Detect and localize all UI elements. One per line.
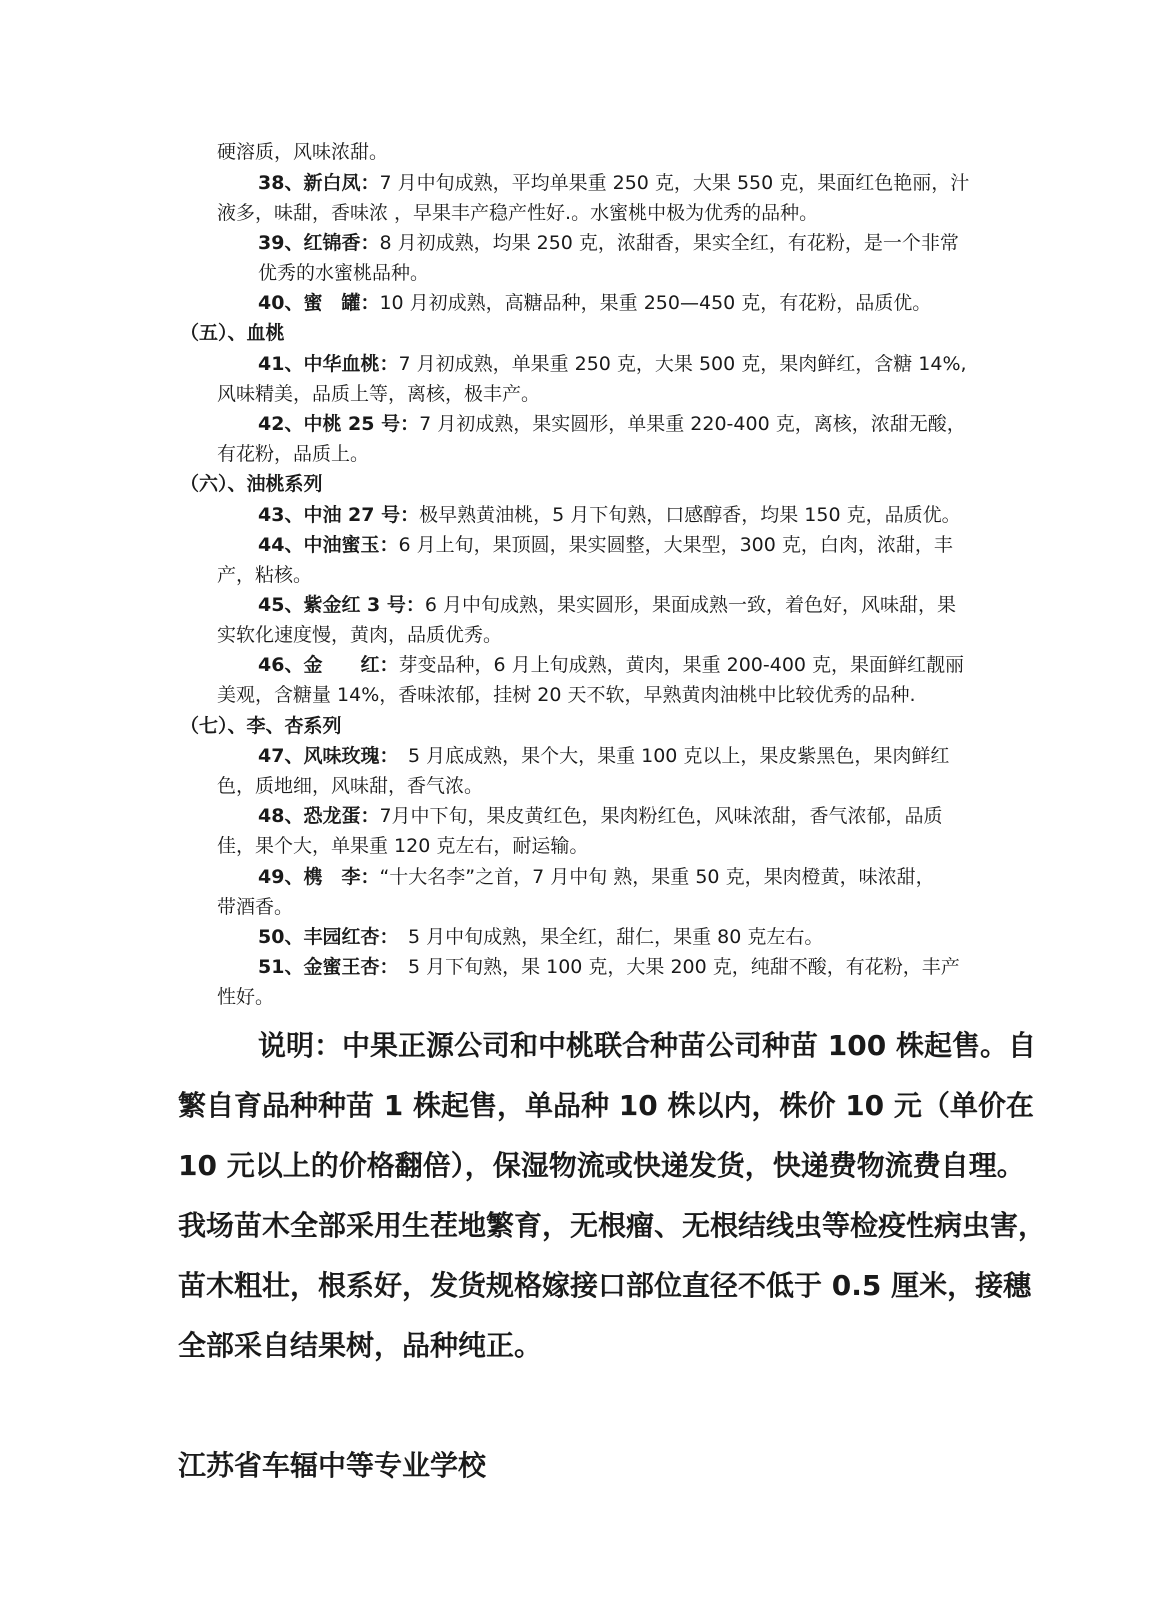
- entry-text: 优秀的水蜜桃品种。: [258, 262, 430, 284]
- note-line: 说明：中果正源公司和中桃联合种苗公司种苗 100 株起售。自: [258, 1029, 1036, 1062]
- entry-41: [258, 349, 967, 379]
- entry-text: 5 月底成熟，果个大，果重 100 克以上，果皮紫黑色，果肉鲜红: [388, 745, 950, 767]
- text-line: [217, 137, 388, 167]
- entry-title: 44、中油蜜玉：: [258, 534, 399, 556]
- text-line: [217, 831, 588, 861]
- entry-text: 7 月初成熟，单果重 250 克，大果 500 克，果肉鲜红，含糖 14%,: [398, 353, 967, 375]
- entry-text: 芽变品种，6 月上旬成熟，黄肉，果重 200-400 克，果面鲜红靓丽: [398, 654, 965, 676]
- entry-45: [258, 590, 956, 620]
- entry-text: 7 月初成熟，果实圆形，单果重 220-400 克，离核，浓甜无酸，: [419, 413, 966, 435]
- note-line: 繁自育品种种苗 1 株起售，单品种 10 株以内，株价 10 元（单价在: [178, 1089, 1034, 1122]
- entry-40: [258, 288, 931, 318]
- entry-47: [258, 741, 949, 771]
- entry-title: 42、中桃 25 号：: [258, 413, 420, 435]
- note-line: 苗木粗壮，根系好，发货规格嫁接口部位直径不低于 0.5 厘米，接穗: [178, 1269, 1032, 1302]
- entry-text: 有花粉，品质上。: [217, 443, 370, 465]
- entry-title: 39、红锦香：: [258, 232, 380, 254]
- text-line: [217, 560, 312, 590]
- section-heading: （五）、血桃: [180, 322, 285, 344]
- entry-text: 液多，味甜，香味浓 ，早果丰产稳产性好.。水蜜桃中极为优秀的品种。: [217, 202, 819, 224]
- entry-text: 带酒香。: [217, 896, 294, 918]
- footer-school-name: 江苏省车辐中等专业学校: [178, 1449, 487, 1482]
- entry-title: 38、新白凤：: [258, 172, 380, 194]
- entry-text: 色，质地细，风味甜，香气浓。: [217, 775, 484, 797]
- entry-39: [258, 228, 959, 258]
- entry-text: 产，粘核。: [217, 564, 313, 586]
- entry-title: 50、丰园红杏：: [258, 926, 389, 948]
- entry-text: 实软化速度慢，黄肉，品质优秀。: [217, 624, 503, 646]
- entry-title: 51、金蜜王杏：: [258, 956, 389, 978]
- entry-title: 48、恐龙蛋：: [258, 805, 380, 827]
- text-line: [217, 892, 293, 922]
- entry-title: 43、中油 27 号：: [258, 504, 420, 526]
- entry-title: 40、蜜 罐：: [258, 292, 380, 314]
- entry-text: 7 月中旬成熟，平均单果重 250 克，大果 550 克，果面红色艳丽，汁: [379, 172, 970, 194]
- entry-text: 5 月下旬熟，果 100 克，大果 200 克，纯甜不酸，有花粉，丰产: [388, 956, 960, 978]
- entry-text: 6 月中旬成熟，果实圆形，果面成熟一致，着色好，风味甜，果: [424, 594, 957, 616]
- entry-title: 46、金 红：: [258, 654, 399, 676]
- entry-text: 硬溶质，风味浓甜。: [217, 141, 389, 163]
- entry-43: [258, 500, 961, 530]
- entry-50: [258, 922, 823, 952]
- entry-46: [258, 650, 964, 680]
- entry-title: 49、槜 李：: [258, 866, 380, 888]
- entry-title: 45、紫金红 3 号：: [258, 594, 425, 616]
- text-line: [217, 620, 502, 650]
- text-line: [217, 439, 369, 469]
- entry-49: [258, 862, 935, 892]
- note-line: 10 元以上的价格翻倍），保湿物流或快递发货，快递费物流费自理。: [178, 1149, 1025, 1182]
- entry-text: 极早熟黄油桃，5 月下旬熟，口感醇香，均果 150 克，品质优。: [419, 504, 961, 526]
- entry-text: “十大名李”之首，7 月中旬 熟，果重 50 克，果肉橙黄，味浓甜，: [379, 866, 935, 888]
- text-line: [217, 198, 818, 228]
- entry-text: 5 月中旬成熟，果全红，甜仁，果重 80 克左右。: [388, 926, 824, 948]
- entry-42: [258, 409, 966, 439]
- text-line: [258, 258, 429, 288]
- entry-title: 41、中华血桃：: [258, 353, 399, 375]
- entry-text: 7月中下旬，果皮黄红色，果肉粉红色，风味浓甜，香气浓郁，品质: [379, 805, 943, 827]
- entry-51: [258, 952, 960, 982]
- entry-title: 47、风味玫瑰：: [258, 745, 389, 767]
- text-line: [217, 379, 540, 409]
- section-heading: （六）、油桃系列: [180, 473, 323, 495]
- entry-text: 6 月上旬，果顶圆，果实圆整，大果型，300 克，白肉，浓甜，丰: [398, 534, 953, 556]
- entry-text: 8 月初成熟，均果 250 克，浓甜香，果实全红，有花粉，是一个非常: [379, 232, 959, 254]
- entry-text: 性好。: [217, 986, 275, 1008]
- note-line: 全部采自结果树，品种纯正。: [178, 1329, 543, 1362]
- section-heading: （七）、李、杏系列: [180, 715, 342, 737]
- entry-text: 美观，含糖量 14%，香味浓郁，挂树 20 天不软，早熟黄肉油桃中比较优秀的品种.: [217, 684, 916, 706]
- entry-38: [258, 168, 969, 198]
- entry-48: [258, 801, 943, 831]
- text-line: [217, 680, 916, 710]
- entry-44: [258, 530, 953, 560]
- text-line: [217, 771, 483, 801]
- note-line: 我场苗木全部采用生茬地繁育，无根瘤、无根结线虫等检疫性病虫害，: [178, 1209, 1047, 1242]
- entry-text: 10 月初成熟，高糖品种，果重 250—450 克，有花粉，品质优。: [379, 292, 932, 314]
- entry-text: 佳，果个大，单果重 120 克左右，耐运输。: [217, 835, 589, 857]
- entry-text: 风味精美，品质上等，离核，极丰产。: [217, 383, 541, 405]
- text-line: [217, 982, 274, 1012]
